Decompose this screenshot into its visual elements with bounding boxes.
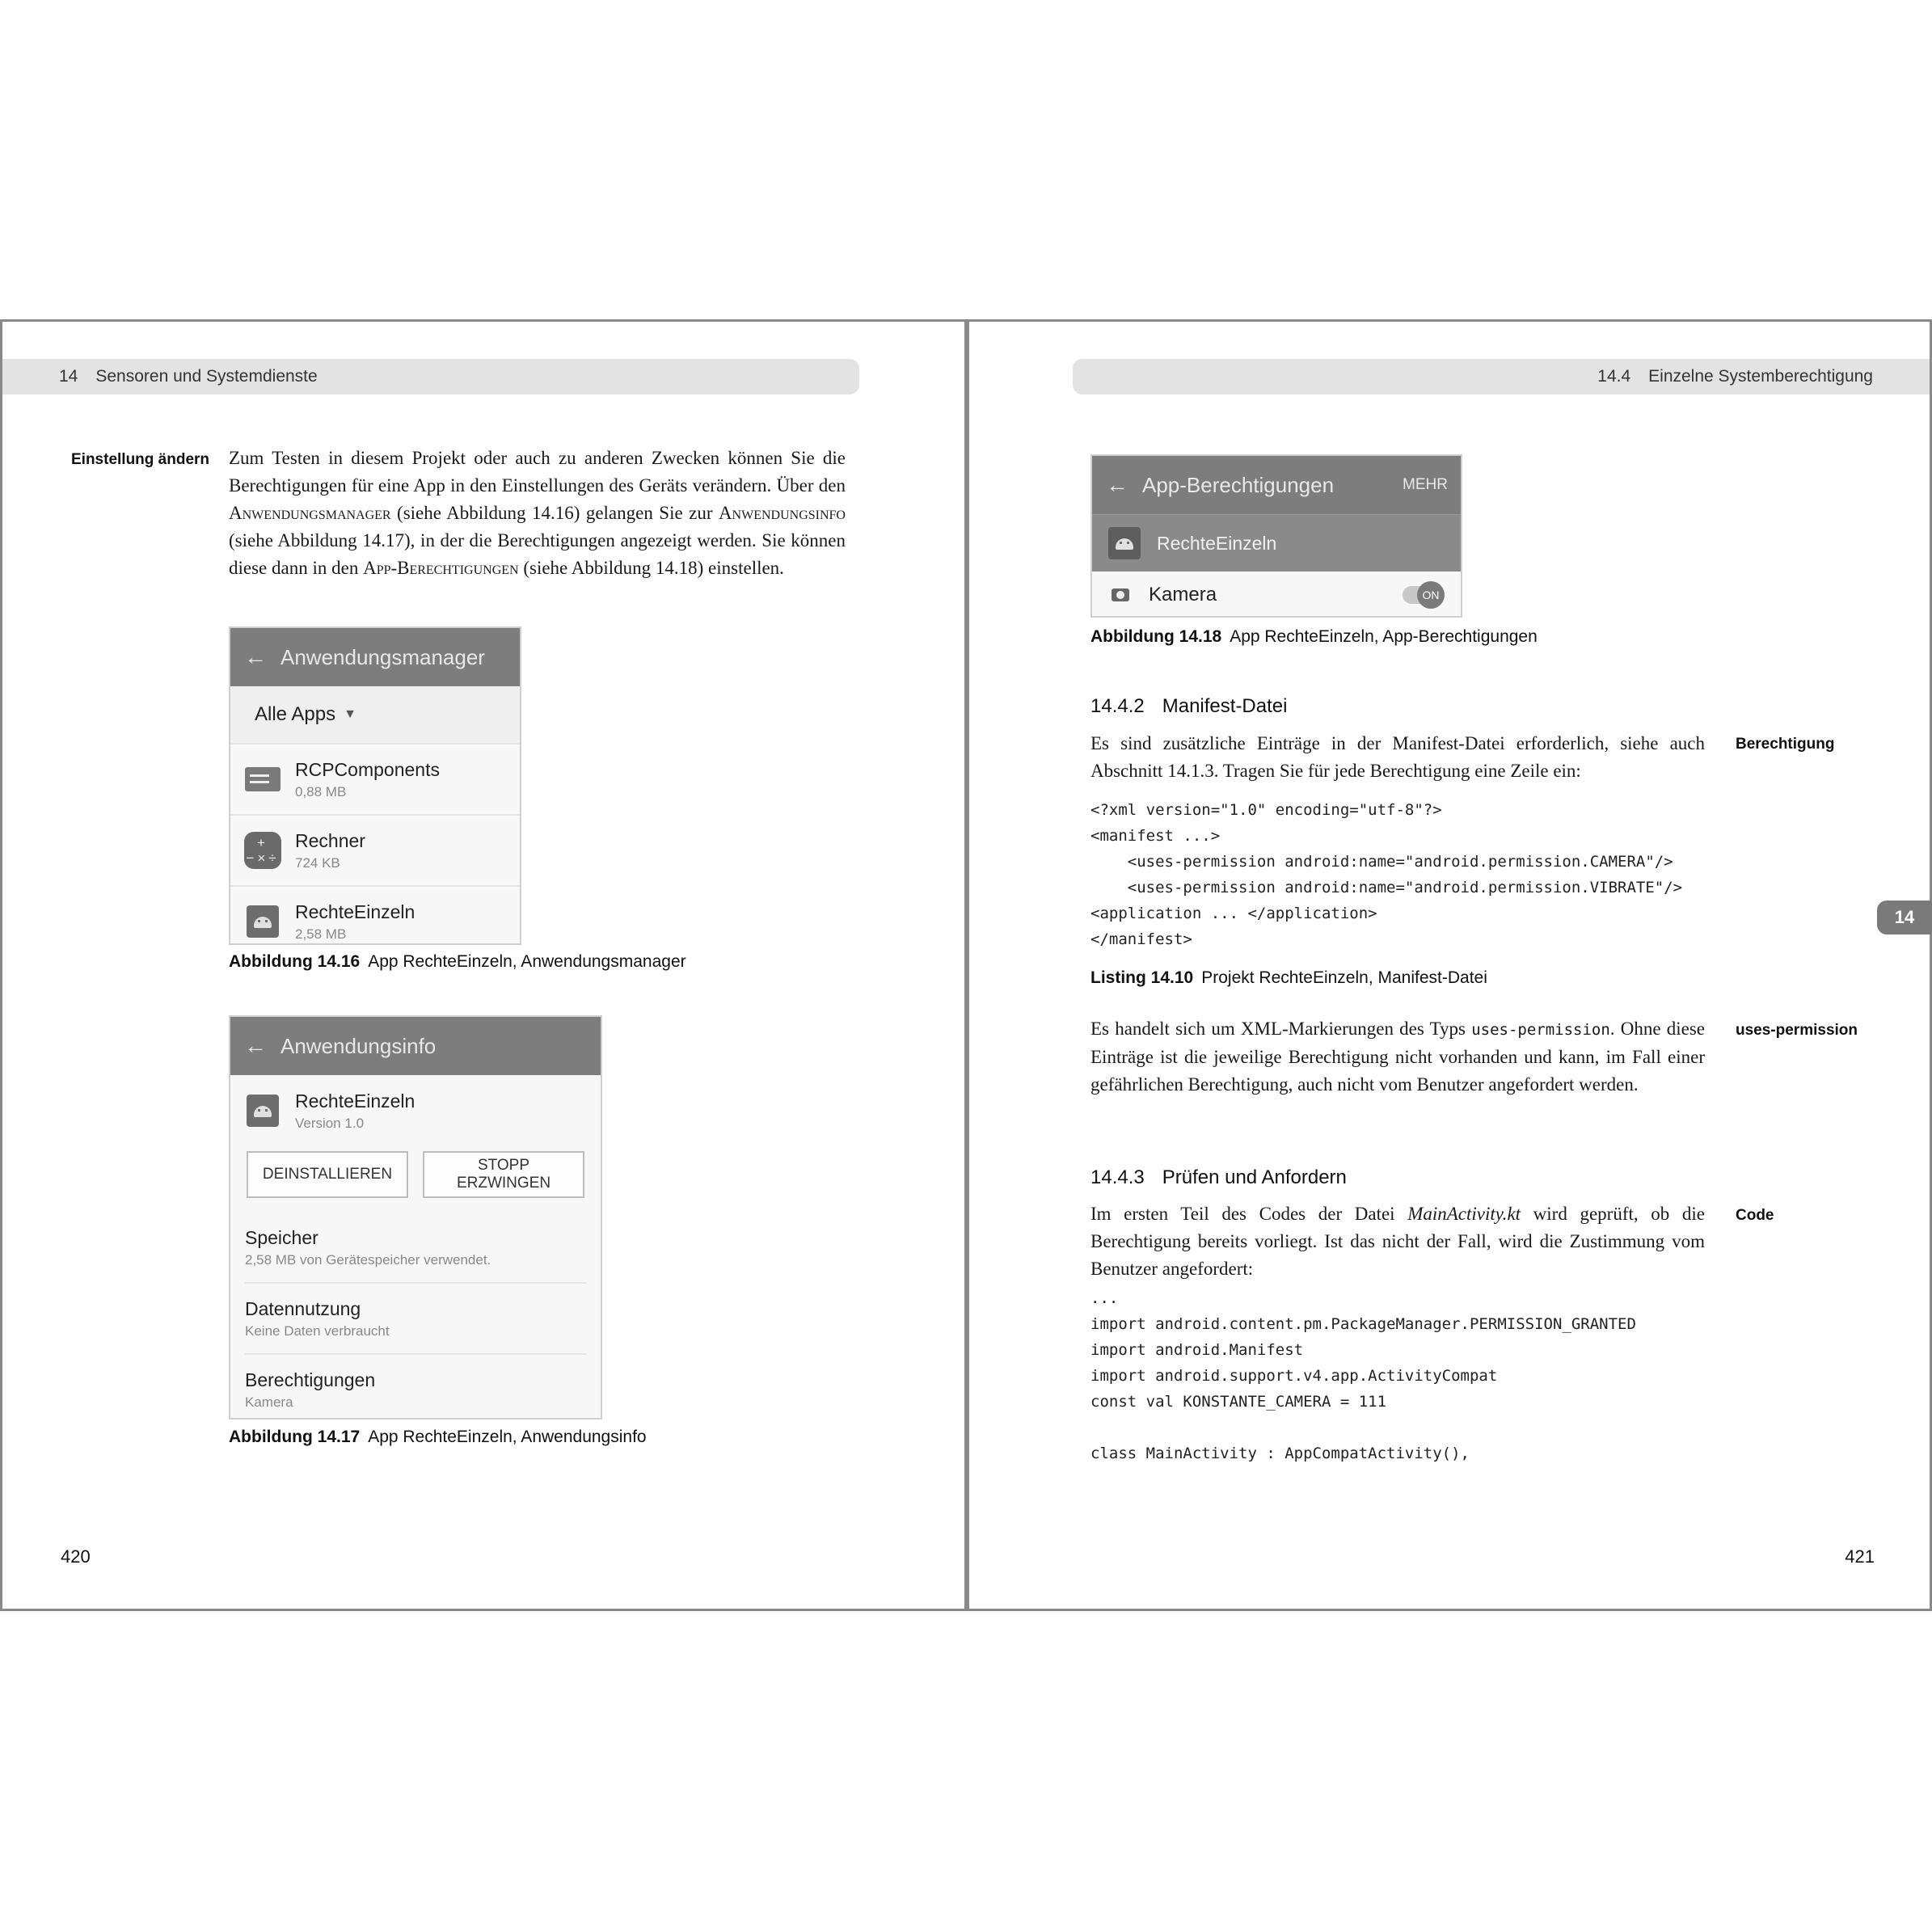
app-name: RechteEinzeln xyxy=(295,901,416,922)
app-size: 0,88 MB xyxy=(295,783,347,799)
figure-caption-14-18 xyxy=(1090,627,1538,647)
apps-filter-dropdown[interactable] xyxy=(230,686,520,745)
caption-text: App RechteEinzeln, App-Berechtigungen xyxy=(1230,627,1538,646)
fig18-app-bar xyxy=(1092,456,1461,514)
left-page xyxy=(0,319,967,1611)
permission-row-kamera[interactable] xyxy=(1092,572,1461,618)
settings-item-datennutzung[interactable] xyxy=(245,1284,586,1355)
heading-title: Manifest-Datei xyxy=(1162,695,1288,717)
back-arrow-icon[interactable]: ← xyxy=(244,1033,267,1058)
listing-caption-14-10 xyxy=(1090,968,1487,988)
settings-item-title: Speicher xyxy=(245,1226,318,1248)
heading-title: Prüfen und Anfordern xyxy=(1162,1166,1347,1188)
caption-text: App RechteEinzeln, Anwendungsinfo xyxy=(368,1428,647,1446)
figure-anwendungsmanager xyxy=(229,626,521,945)
intro-text-2: (siehe Abbildung 14.16) gelangen Sie zur xyxy=(390,503,719,523)
android-app-icon xyxy=(1092,527,1157,559)
permission-label: Kamera xyxy=(1149,584,1217,605)
heading-number: 14.4.2 xyxy=(1090,695,1145,717)
figure-caption-14-16 xyxy=(229,952,686,972)
settings-item-sub: Kamera xyxy=(245,1394,293,1410)
caption-label: Abbildung 14.17 xyxy=(229,1428,361,1446)
section-number: 14.4 xyxy=(1597,367,1631,386)
camera-icon xyxy=(1092,588,1149,601)
settings-item-title: Berechtigungen xyxy=(245,1369,376,1390)
section-heading-14-4-3 xyxy=(1090,1166,1347,1189)
page-number-right: 421 xyxy=(1845,1546,1875,1567)
fig16-title: Anwendungsmanager xyxy=(281,644,485,669)
back-arrow-icon[interactable]: ← xyxy=(244,644,267,669)
back-arrow-icon[interactable]: ← xyxy=(1106,472,1128,497)
rcpcomponents-icon xyxy=(230,767,295,791)
uninstall-button[interactable]: DEINSTALLIEREN xyxy=(247,1151,408,1198)
manifest-code-listing: <?xml version="1.0" encoding="utf-8"?> <manifest ...> <uses-permission android:name="android.permission.CAMERA"/> <uses-permission android:name="android.permission.VIBRATE"/> <application ... </application> </manifest> xyxy=(1090,801,1683,948)
more-menu-button[interactable]: MEHR xyxy=(1403,476,1448,493)
chapter-thumb-tab: 14 xyxy=(1877,901,1932,934)
permission-toggle[interactable] xyxy=(1403,586,1441,604)
file-name: MainActivity.kt xyxy=(1407,1204,1521,1224)
android-app-icon xyxy=(230,905,295,938)
caption-label: Listing 14.10 xyxy=(1090,968,1194,987)
caption-label: Abbildung 14.18 xyxy=(1090,627,1222,646)
fig17-title: Anwendungsinfo xyxy=(281,1033,437,1058)
fig16-app-bar xyxy=(230,628,520,686)
app-list-item[interactable] xyxy=(230,816,520,887)
app-name: RechteEinzeln xyxy=(295,1090,416,1112)
app-header xyxy=(230,1075,601,1146)
settings-list xyxy=(230,1213,601,1419)
settings-item-speicher[interactable] xyxy=(245,1213,586,1284)
inline-code-uses-permission: uses-permission xyxy=(1471,1021,1610,1039)
running-header-left xyxy=(2,359,859,394)
intro-text-3: (siehe Abbildung 14.17), in der die Berechtigungen angezeigt werden. Sie können diese dann in den xyxy=(229,530,846,578)
app-size: 724 KB xyxy=(295,854,340,871)
app-list-item[interactable] xyxy=(230,745,520,816)
code-intro-paragraph xyxy=(1090,1200,1705,1283)
running-header-right xyxy=(1073,359,1930,394)
manifest-paragraph: Es sind zusätzliche Einträge in der Manifest-Datei erforderlich, siehe auch Abschnitt 14.1.3. Tragen Sie für jede Berechtigung eine Zeile ein: xyxy=(1090,733,1705,781)
app-list-item[interactable] xyxy=(230,887,520,945)
heading-number: 14.4.3 xyxy=(1090,1166,1145,1188)
para3-text-b: wird geprüft, ob die Berechtigung bereits vorliegt. Ist das nicht der Fall, wird die Zustimmung vom Benutzer angefordert: xyxy=(1090,1204,1705,1279)
app-name: Rechner xyxy=(295,829,365,851)
android-app-icon xyxy=(230,1095,295,1127)
chapter-number: 14 xyxy=(59,367,78,386)
figure-caption-14-17 xyxy=(229,1428,647,1447)
right-page xyxy=(967,319,1932,1611)
intro-term-anwendungsinfo: Anwendungsinfo xyxy=(718,503,846,523)
section-heading-14-4-2 xyxy=(1090,695,1287,718)
caption-text: Projekt RechteEinzeln, Manifest-Datei xyxy=(1201,968,1487,987)
chapter-title: Sensoren und Systemdienste xyxy=(95,367,318,386)
action-buttons xyxy=(230,1151,601,1203)
margin-note-berechtigung: Berechtigung xyxy=(1736,736,1835,753)
intro-text-1: Zum Testen in diesem Projekt oder auch zu anderen Zwecken können Sie die Berechtigungen für eine App in den Einstellungen des Geräts verändern. Über den xyxy=(229,448,846,496)
calculator-icon: +−×÷ xyxy=(230,832,295,869)
intro-text-4: (siehe Abbildung 14.18) einstellen. xyxy=(518,558,784,578)
para3-text-a: Im ersten Teil des Codes der Datei xyxy=(1090,1204,1408,1224)
settings-item-sub: Keine Daten verbraucht xyxy=(245,1322,390,1339)
settings-item-title: Datennutzung xyxy=(245,1297,361,1319)
caption-text: App RechteEinzeln, Anwendungsmanager xyxy=(368,952,686,971)
settings-item-sub: 2,58 MB von Gerätespeicher verwendet. xyxy=(245,1251,491,1268)
figure-anwendungsinfo xyxy=(229,1015,602,1419)
app-size: 2,58 MB xyxy=(295,926,347,942)
caption-label: Abbildung 14.16 xyxy=(229,952,361,971)
kotlin-code-listing: ... import android.content.pm.PackageManager.PERMISSION_GRANTED import android.Manifest import android.support.v4.app.ActivityCompat const val KONSTANTE_CAMERA = 111 class MainActivity : AppCompatActivity(), xyxy=(1090,1289,1636,1462)
app-version: Version 1.0 xyxy=(295,1115,365,1131)
para2-text-a: Es handelt sich um XML-Markierungen des Typs xyxy=(1090,1019,1472,1039)
margin-note-uses-permission: uses-permission xyxy=(1736,1022,1858,1039)
apps-filter-label: Alle Apps xyxy=(255,703,336,725)
intro-term-anwendungsmanager: Anwendungsmanager xyxy=(229,503,391,523)
intro-term-app-berechtigungen: App-Berechtigungen xyxy=(363,558,519,578)
settings-item-berechtigungen[interactable] xyxy=(245,1355,586,1419)
fig17-app-bar xyxy=(230,1017,601,1075)
uses-permission-paragraph xyxy=(1090,1015,1705,1099)
app-name: RCPComponents xyxy=(295,758,440,780)
margin-note-code: Code xyxy=(1736,1207,1774,1224)
para2-text-b: . Ohne diese Einträge ist die jeweilige Berechtigung nicht vorhanden und kann, im Fall einer gefährlichen Berechtigung, auch nicht vom Benutzer angefordert werden. xyxy=(1090,1019,1706,1095)
figure-app-berechtigungen xyxy=(1090,454,1462,618)
force-stop-button[interactable]: STOPP ERZWINGEN xyxy=(423,1151,584,1198)
toggle-state: ON xyxy=(1417,581,1445,609)
page-number-left: 420 xyxy=(61,1546,91,1567)
app-name-bar xyxy=(1092,514,1461,572)
fig18-title: App-Berechtigungen xyxy=(1142,472,1335,497)
margin-note-einstellung: Einstellung ändern xyxy=(71,451,210,468)
dropdown-arrow-icon: ▼ xyxy=(344,707,356,721)
app-name: RechteEinzeln xyxy=(1157,532,1277,554)
section-title: Einzelne Systemberechtigung xyxy=(1648,367,1873,386)
intro-paragraph xyxy=(229,445,846,582)
